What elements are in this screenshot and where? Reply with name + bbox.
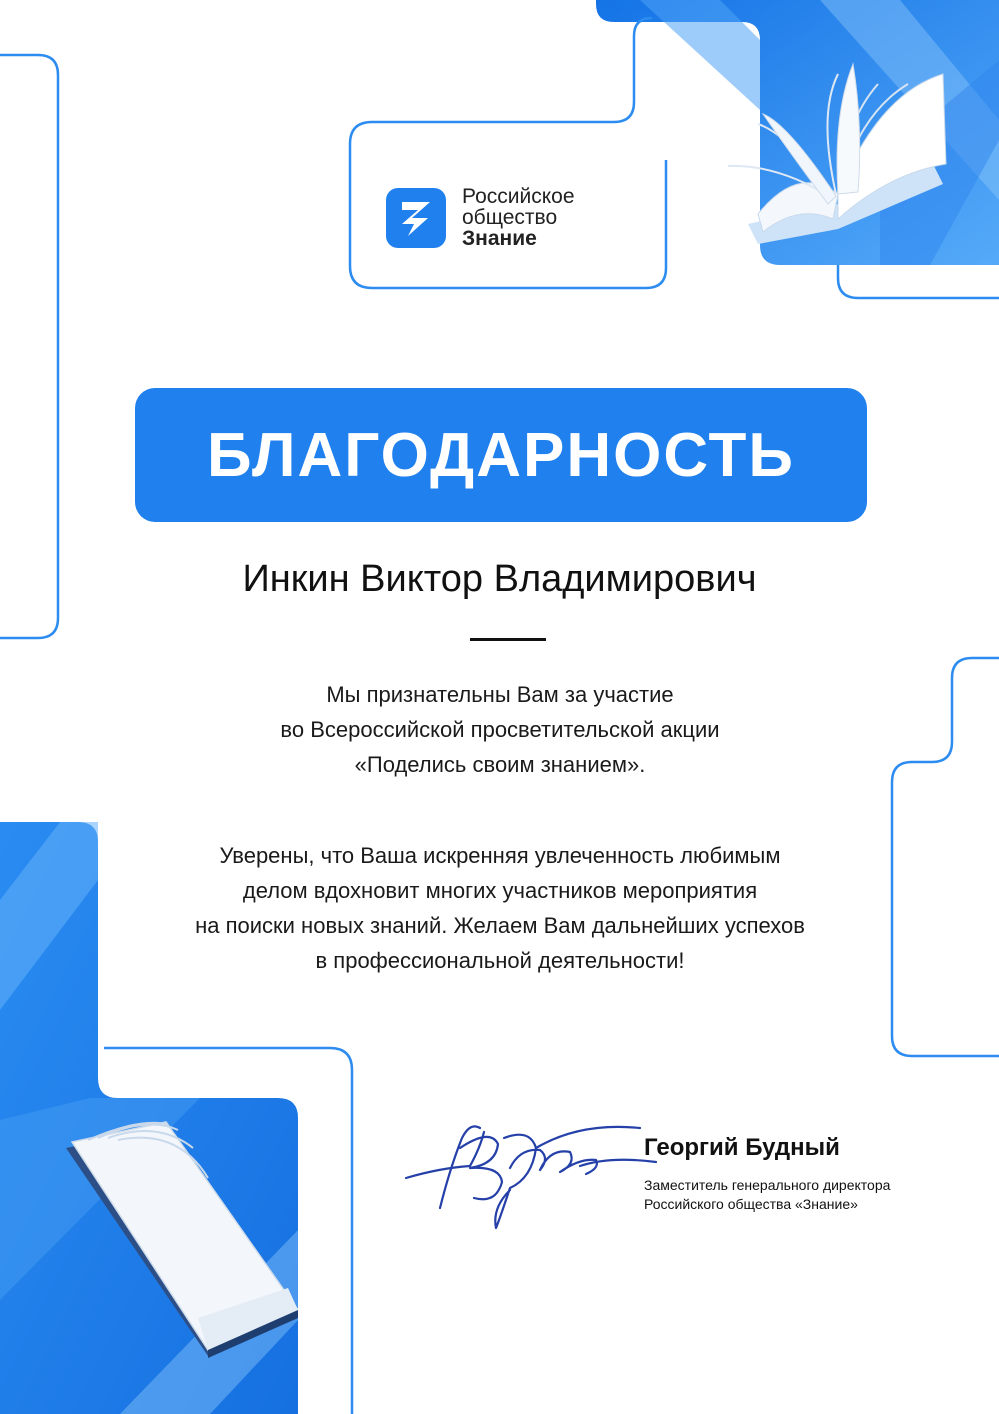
organization-logo	[386, 186, 575, 249]
logo-line-1: Российское	[462, 185, 575, 208]
paragraph-line: «Поделись своим знанием».	[354, 752, 646, 777]
logo-text	[462, 186, 575, 249]
document-title: БЛАГОДАРНОСТЬ	[207, 420, 795, 490]
recipient-name: Инкин Виктор Владимирович	[242, 558, 757, 600]
signer-role	[644, 1176, 890, 1214]
book-icon	[58, 1118, 298, 1358]
signer-name: Георгий Будный	[644, 1134, 840, 1161]
logo-mark-icon	[386, 188, 446, 248]
book-icon	[718, 54, 958, 244]
divider	[470, 638, 546, 641]
signature-mark	[400, 1108, 660, 1238]
paragraph-line: во Всероссийской просветительской акции	[280, 717, 720, 742]
signer-role-line: Российского общества «Знание»	[644, 1196, 858, 1212]
logo-line-2: общество	[462, 206, 558, 229]
logo-line-3: Знание	[462, 227, 537, 250]
paragraph-line: на поиски новых знаний. Желаем Вам дальнейших успехов	[195, 913, 805, 938]
paragraph-line: Уверены, что Ваша искренняя увлеченность любимым	[219, 843, 781, 868]
wishes-paragraph	[100, 838, 900, 978]
paragraph-line: в профессиональной деятельности!	[315, 948, 685, 973]
paragraph-line: делом вдохновит многих участников мероприятия	[242, 878, 758, 903]
gratitude-paragraph	[100, 677, 900, 782]
signer-role-line: Заместитель генерального директора	[644, 1177, 891, 1193]
title-banner	[135, 388, 867, 522]
paragraph-line: Мы признательны Вам за участие	[326, 682, 674, 707]
